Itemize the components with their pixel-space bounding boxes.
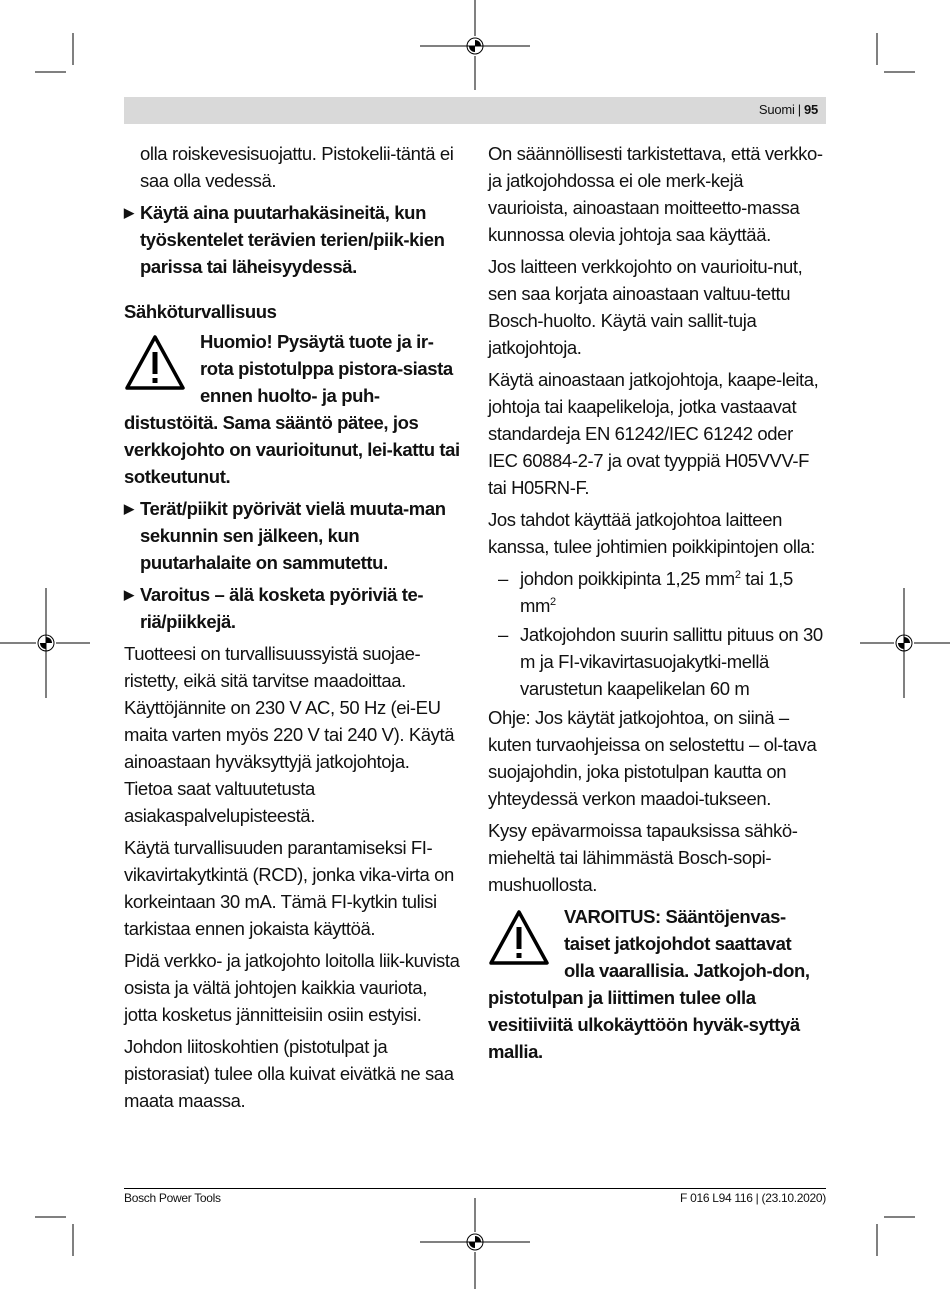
warning-triangle-icon xyxy=(488,909,550,967)
bullet-text: Varoitus – älä kosketa pyöriviä te-riä/piikkejä. xyxy=(140,584,424,632)
dash-list-item xyxy=(488,565,824,619)
page-header xyxy=(124,97,826,124)
dash-text: Jatkojohdon suurin sallittu pituus on 30 m ja FI-vikavirtasuojakytki-mellä varustetun kaapelikelan 60 m xyxy=(520,624,823,699)
superscript: 2 xyxy=(550,595,556,608)
paragraph: Jos laitteen verkkojohto on vaurioitu-nut, sen saa korjata ainoastaan valtuu-tettu Bosch-huolto. Käytä vain sallit-tuja jatkojohtoja. xyxy=(488,256,803,358)
dash-list-item xyxy=(488,621,824,702)
bullet-item xyxy=(124,495,460,576)
bullet-triangle-icon: ▶ xyxy=(124,205,134,220)
paragraph: Käytä turvallisuuden parantamiseksi FI-vikavirtakytkintä (RCD), jonka vika-virta on korkeintaan 30 mA. Tämä FI-kytkin tulisi tarkistaa ennen jokaista käyttöä. xyxy=(124,837,454,939)
left-column xyxy=(124,140,460,1119)
right-column xyxy=(488,140,824,1070)
paragraph: Ohje: Jos käytät jatkojohtoa, on siinä – kuten turvaohjeissa on selostettu – ol-tava suojajohdin, joka pistotulpan kautta on yhteydessä verkon maadoi-tukseen. xyxy=(488,707,817,809)
paragraph: On säännöllisesti tarkistettava, että verkko- ja jatkojohdossa ei ole merk-kejä vaurioista, ainoastaan moitteetto-massa kunnossa olevia johtoja saa käyttää. xyxy=(488,143,823,245)
paragraph: Jos tahdot käyttää jatkojohtoa laitteen kanssa, tulee johtimien poikkipintojen olla: xyxy=(488,509,815,557)
warning-triangle-icon xyxy=(124,334,186,392)
warning-block xyxy=(488,903,824,1065)
paragraph: Pidä verkko- ja jatkojohto loitolla liik-kuvista osista ja vältä johtojen kaikkia vauriota, jotta kosketus jännitteisiin osiin estyisi. xyxy=(124,950,460,1025)
page-number: 95 xyxy=(803,102,818,117)
paragraph: Tuotteesi on turvallisuussyistä suojae-ristetty, eikä sitä tarvitse maadoittaa. Käyttöjännite on 230 V AC, 50 Hz (ei-EU maita varten myös 220 V tai 240 V). Käytä ainoastaan hyväksyttyjä jatkojohtoja. Tietoa saat valtuutetusta asiakaspalvelupisteestä. xyxy=(124,643,455,826)
superscript: 2 xyxy=(734,568,741,581)
warning-text: Huomio! Pysäytä tuote ja ir-rota pistotulppa pistora-siasta ennen huolto- ja puh-distustöitä. Sama sääntö pätee, jos verkkojohto on vaurioitunut, lei-kattu tai sotkeutunut. xyxy=(124,331,460,487)
bullet-text: Terät/piikit pyörivät vielä muuta-man sekunnin sen jälkeen, kun puutarhalaite on sammutettu. xyxy=(140,498,446,573)
dash-text-cont: tai 1,5 mm xyxy=(520,568,793,616)
paragraph: Käytä ainoastaan jatkojohtoja, kaape-leita, johtoja tai kaapelikeloja, jotka vastaavat standardeja EN 61242/IEC 61242 oder IEC 60884-2-7 ja ovat tyyppiä H05VVV-F tai H05RN-F. xyxy=(488,369,819,498)
footer-doc-id: F 016 L94 116 | (23.10.2020) xyxy=(680,1191,826,1205)
section-heading: Sähköturvallisuus xyxy=(124,301,277,322)
bullet-item xyxy=(124,199,460,280)
header-section: Suomi xyxy=(758,102,795,117)
paragraph: Kysy epävarmoissa tapauksissa sähkö-mieheltä tai lähimmästä Bosch-sopi-mushuollosta. xyxy=(488,820,798,895)
dash-text: johdon poikkipinta 1,25 mm xyxy=(520,568,735,589)
bullet-triangle-icon: ▶ xyxy=(124,587,134,602)
paragraph: Johdon liitoskohtien (pistotulpat ja pistorasiat) tulee olla kuivat eivätkä ne saa maata maassa. xyxy=(124,1036,454,1111)
header-text xyxy=(759,102,818,117)
footer-rule xyxy=(124,1188,826,1189)
bullet-item xyxy=(124,581,460,635)
paragraph: olla roiskevesisuojattu. Pistokelii-täntä ei saa olla vedessä. xyxy=(140,143,454,191)
header-separator: | xyxy=(797,102,801,117)
dash-marker: – xyxy=(498,568,508,589)
bullet-triangle-icon: ▶ xyxy=(124,501,134,516)
footer-brand: Bosch Power Tools xyxy=(124,1191,221,1205)
warning-block xyxy=(124,328,460,490)
warning-text: VAROITUS: Sääntöjenvas-taiset jatkojohdot saattavat olla vaarallisia. Jatkojoh-don, pistotulpan ja liittimen tulee olla vesitiiviitä ulkokäyttöön hyväk-syttyä mallia. xyxy=(488,906,810,1062)
bullet-text: Käytä aina puutarhakäsineitä, kun työskentelet terävien terien/piik-kien parissa tai läheisyydessä. xyxy=(140,202,445,277)
dash-marker: – xyxy=(498,624,508,645)
